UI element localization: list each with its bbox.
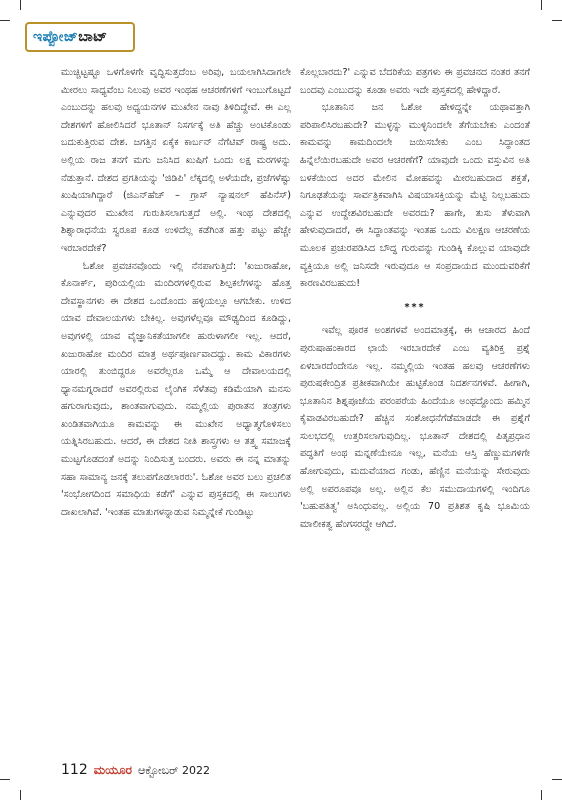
paragraph: ಓಶೋ ಪ್ರವಚನವೊಂದು ಇಲ್ಲಿ ನೆನಪಾಗುತ್ತಿದೆ: 'ಖಜುರಾಹೋ, ಕೊನಾರ್ಕ್, ಪುರಿಯಲ್ಲಿಯ ಮಂದಿರಗಳಲ್ಲಿರುವ ಶಿಲ್ಪಕಲೆಗಳನ್ನು ಹೊತ್ತ ದೇವಸ್ಥಾನಗಳು ಈ ದೇಶದ ಒಂದೊಂದು ಹಳ್ಳಿಯಲ್ಲೂ ಆಗಬೇಕು. ಉಳಿದ ಯಾವ ದೇವಾಲಯಗಳು ಬೇಕಿಲ್ಲ. ಅವುಗಳೆಲ್ಲವೂ ಮೌಢ್ಯದಿಂದ ಕೂಡಿದ್ದು, ಅವುಗಳಲ್ಲಿ ಯಾವ ವೈಜ್ಞಾನಿಕತೆಯಾಗಲೀ ಹುರುಳಾಗಲೀ ಇಲ್ಲ. ಆದರೆ, ಖಜುರಾಹೋ ಮಂದಿರ ಮಾತ್ರ ಅರ್ಥಪೂರ್ಣವಾದದ್ದು. ಕಾಮ ವಿಕಾರಗಳು ಯಾರಲ್ಲಿ ತುಂಬಿದ್ದರೂ ಅವರೆಲ್ಲರೂ ಒಮ್ಮೆ ಆ ದೇವಾಲಯದಲ್ಲಿ ಧ್ಯಾನಮಗ್ನರಾದರೆ ಅವರಲ್ಲಿರುವ ಲೈಂಗಿಕ ಸೆಳೆತವು ಕಡಿಮೆಯಾಗಿ ಮನಸು ಹಗುರಾಗುವುದು, ಶಾಂತವಾಗುವುದು. ನಮ್ಮಲ್ಲಿಯ ಪುರಾತನ ತಂತ್ರಗಳು ಖಂಡಿತವಾಗಿಯೂ ಕಾಮವನ್ನು ಈ ಮುಖೇನ ಅಧ್ಯಾತ್ಮಗೊಳಿಸಲು ಯತ್ನಿಸಿರಬಹುದು. ಆದರೆ, ಈ ದೇಶದ ನೀತಿ ಶಾಸ್ತ್ರಗಳು ಆ ತತ್ತ್ವ ಸಮಾಜಕ್ಕೆ ಮುಟ್ಟಗೊಡದಂತೆ ಅದನ್ನು ನಿಂದಿಸುತ್ತ ಬಂದರು. ಅವರು ಈ ನನ್ನ ಮಾತನ್ನು ಸಹಾ ಸಾಮಾನ್ಯ ಜನಕ್ಕೆ ತಲುಪಗೊಡಲಾರರು'. ಓಶೋ ಅವರ ಬಲು ಪ್ರಚಲಿತ 'ಸಂಭೋಗದಿಂದ ಸಮಾಧಿಯ ಕಡೆಗೆ' ಎನ್ನುವ ಪುಸ್ತಕದಲ್ಲಿ ಈ ಸಾಲುಗಳು ದಾಖಲಾಗಿವೆ. 'ಇಂತಹ ಮಾತುಗಳನ್ನಾಡುವ ನಿಮ್ಮನ್ನೇಕೆ ಗುಂಡಿಟ್ಟು: [61, 260, 291, 518]
paragraph: ಮುಚ್ಚಿಟ್ಟಷ್ಟೂ ಒಳಗೊಳಗೇ ವೃದ್ಧಿಸುತ್ತದೆಂಬ ಅರಿವು, ಬಯಲಾಗಿಸಿದಾಗಲೇ ಮೀರಲು ಸಾಧ್ಯವೆಂಬ ನಿಲುವು ಅವರ ಇಂಥಹ ಆಚರಣೆಗಳಿಗೆ ಇಂಬುಗೊಟ್ಟದೆ ಎಂಬುದನ್ನು ಹಲವು ಅಧ್ಯಯನಗಳ ಮುಖೇನ ನಾವು ತಿಳಿದಿದ್ದೇವೆ. ಈ ಎಲ್ಲ ದೇಶಗಳಿಗೆ ಹೋಲಿಸಿದರೆ ಭೂತಾನ್ ನಿಸರ್ಗಕ್ಕೆ ಅತಿ ಹೆಚ್ಚು ಅಂಟಿಕೊಂಡು ಬದುಕುತ್ತಿರುವ ದೇಶ. ಜಗತ್ತಿನ ಏಕೈಕ ಕಾರ್ಬನ್ ನೆಗೆಟಿವ್ ರಾಷ್ಟ್ರ ಅದು. ಅಲ್ಲಿಯ ರಾಜ ತನಗೆ ಮಗು ಜನಿಸಿದ ಖುಷಿಗೆ ಒಂದು ಲಕ್ಷ ಮರಗಳನ್ನು ನೆಡುತ್ತಾನೆ. ದೇಶದ ಪ್ರಗತಿಯನ್ನು 'ಜಿಡಿಪಿ' ಲೆಕ್ಕದಲ್ಲಿ ಅಳೆಯದೇ, ಪ್ರಜೆಗಳೆಷ್ಟು ಖುಷಿಯಾಗಿದ್ದಾರೆ (ಜಿಎನ್‌ಹೆಚ್ – ಗ್ರಾಸ್ ನ್ಯಾಷನಲ್ ಹೆಪಿನೆಸ್) ಎನ್ನುವುದರ ಮುಖೇನ ಗುರುತಿಸಲಾಗುತ್ತದೆ ಅಲ್ಲಿ. ಇಂಥ ದೇಶದಲ್ಲಿ ಶಿಶ್ನಾರಾಧನೆಯ ಸ್ವರೂಪ ಕೂಡ ಉಳಿದೆಲ್ಲ ಕಡೆಗಿಂತ ಹತ್ತು ಪಟ್ಟು ಹೆಚ್ಚೇ ಇರಬಾರದೇಕೆ?: [61, 67, 291, 254]
crop-mark-bottom-right: [541, 790, 542, 800]
page-footer: [61, 762, 210, 778]
paragraph: ಭೂತಾನಿನ ಜನ ಓಶೋ ಹೇಳಿದ್ದನ್ನೇ ಯಥಾವತ್ತಾಗಿ ಪರಿಪಾಲಿಸಿರಬಹುದೇ? ಮುಳ್ಳನ್ನು ಮುಳ್ಳಿನಿಂದಲೇ ತೆಗೆಯಬೇಕು ಎಂದಂತೆ ಕಾಮವನ್ನು ಕಾಮದಿಂದಲೇ ಜಯಿಸಬೇಕು ಎಂಬ ಸಿದ್ಧಾಂತದ ಹಿನ್ನೆಲೆಯಿರಬಹುದೇ ಅವರ ಆಚರಣೆಗೆ? ಯಾವುದೇ ಒಂದು ವಸ್ತುವಿನ ಅತಿ ಬಳಕೆಯಿಂದ ಅದರ ಮೇಲಿನ ಮೋಹವನ್ನು ಮೀರಬಹುದಾದ ಶಕ್ತತೆ, ನಿಗೂಢತೆಯನ್ನು ಸಾರ್ವತ್ರಿಕವಾಗಿಸಿ ವಿಷಯಾಸಕ್ತಿಯನ್ನು ಮೆಟ್ಟಿ ನಿಲ್ಲಬಹುದು ಎನ್ನುವ ಉದ್ದೇಶವಿರಬಹುದೇ ಅವರದು? ಹಾಗೇ, ತುಸು ತೆಳುವಾಗಿ ಹೇಳುವುದಾದರೆ, ಈ ಸಿದ್ಧಾಂತವನ್ನು ಇಂತಹ ಒಂದು ವಿಲಕ್ಷಣ ಆಚರಣೆಯ ಮೂಲಕ ಪ್ರಚುರಪಡಿಸಿದ ಬೌದ್ಧ ಗುರುವನ್ನು ಗುಂಡಿಕ್ಕಿ ಕೊಲ್ಲುವ ಯಾವುದೇ ವ್ಯಕ್ತಿಯೂ ಅಲ್ಲಿ ಜನಿಸದೇ ಇರುವುದೂ ಆ ಸಂಪ್ರದಾಯದ ಮುಂದುವರಿಕೆಗೆ ಕಾರಣವಿರಬಹುದು!: [300, 102, 530, 290]
issue-date: ಆಕ್ಟೋಬರ್ 2022: [138, 764, 210, 777]
crop-mark-bottom-left: [20, 790, 21, 800]
page-number: 112: [61, 762, 88, 778]
crop-mark-right-top: [552, 20, 562, 21]
left-column: [61, 64, 291, 521]
crop-mark-left-top: [0, 20, 10, 21]
logo-part-1: ಇಪ್ಪೋಜ್: [33, 29, 79, 45]
logo-part-2: ಬಾಟ್: [78, 29, 108, 45]
right-column: [300, 64, 530, 533]
crop-mark-right-bottom: [552, 779, 562, 780]
column-logo: [25, 22, 135, 52]
crop-mark-top-right: [541, 0, 542, 10]
crop-mark-left-bottom: [0, 779, 10, 780]
paragraph: ಕೊಲ್ಲಬಾರದು?' ಎನ್ನುವ ಬೆದರಿಕೆಯ ಪತ್ರಗಳು ಈ ಪ್ರವಚನದ ನಂತರ ತನಗೆ ಬಂದವು ಎಂಬುದನ್ನು ಕೂಡಾ ಅವರು ಇದೇ ಪುಸ್ತಕದಲ್ಲಿ ಹೇಳಿದ್ದಾರೆ.: [300, 67, 530, 96]
section-separator: ***: [404, 301, 426, 313]
paragraph: ಇವೆಲ್ಲ ಪೂರಕ ಅಂಶಗಳವೆ ಅಂದಮಾತ್ರಕ್ಕೆ, ಈ ಆಚಾರದ ಹಿಂದೆ ಪುರುಷಾಹಂಕಾರದ ಛಾಯೆ ಇರಬಾರದೇಕೆ ಎಂಬ ವ್ಯತಿರಿಕ್ತ ಪ್ರಶ್ನೆ ಏಳಬಾರದೆಂದೇನೂ ಇಲ್ಲ. ನಮ್ಮಲ್ಲಿಯ ಇಂತಹ ಹಲವು ಆಚರಣೆಗಳು ಪುರುಷಕೇಂದ್ರಿತ ಪ್ರತೀಕವಾಗಿಯೇ ಹುಟ್ಟಿಕೊಂಡ ನಿದರ್ಶನಗಳಿವೆ. ಹೀಗಾಗಿ, ಭೂತಾನಿನ ಶಿಶ್ನಪೂಜೆಯ ಪರಂಪರೆಯ ಹಿಂದೆಯೂ ಅಂಥದ್ದೊಂದು ಹಮ್ಮಿನ ಕೈವಾಡವಿರಬಹುದೇ? ಹೆಚ್ಚಿನ ಸಂಶೋಧನೆಗೆಡೆಮಾಡದೇ ಈ ಪ್ರಶ್ನೆಗೆ ಸುಲಭದಲ್ಲಿ ಉತ್ತರಿಸಲಾಗುವುದಿಲ್ಲ. ಭೂತಾನ್ ದೇಶದಲ್ಲಿ ಪಿತೃಪ್ರಧಾನ ಪದ್ಧತಿಗೆ ಅಂಥ ಮನ್ನಣೆಯೇನೂ ಇಲ್ಲ, ಮನೆಯ ಆಸ್ತಿ ಹೆಣ್ಣುಮಗಳಿಗೇ ಹೋಗುವುದು, ಮದುವೆಯಾದ ಗಂಡು, ಹೆಣ್ಣಿನ ಮನೆಯನ್ನು ಸೇರುವುದು ಅಲ್ಲಿ ಅಪರೂಪವೂ ಅಲ್ಲ. ಅಲ್ಲಿನ ಕೆಲ ಸಮುದಾಯಗಳಲ್ಲಿ ಇಂದಿಗೂ 'ಬಹುಪತಿತ್ವ' ಅಸಿಂಧುವಲ್ಲ. ಅಲ್ಲಿಯ 70 ಪ್ರತಿಶತ ಕೃಷಿ ಭೂಮಿಯ ಮಾಲೀಕತ್ವ ಹೆಂಗಸರದ್ದೇ ಆಗಿದೆ.: [300, 325, 530, 530]
magazine-name: ಮಯೂರ: [93, 763, 133, 777]
crop-mark-top-left: [20, 0, 21, 10]
